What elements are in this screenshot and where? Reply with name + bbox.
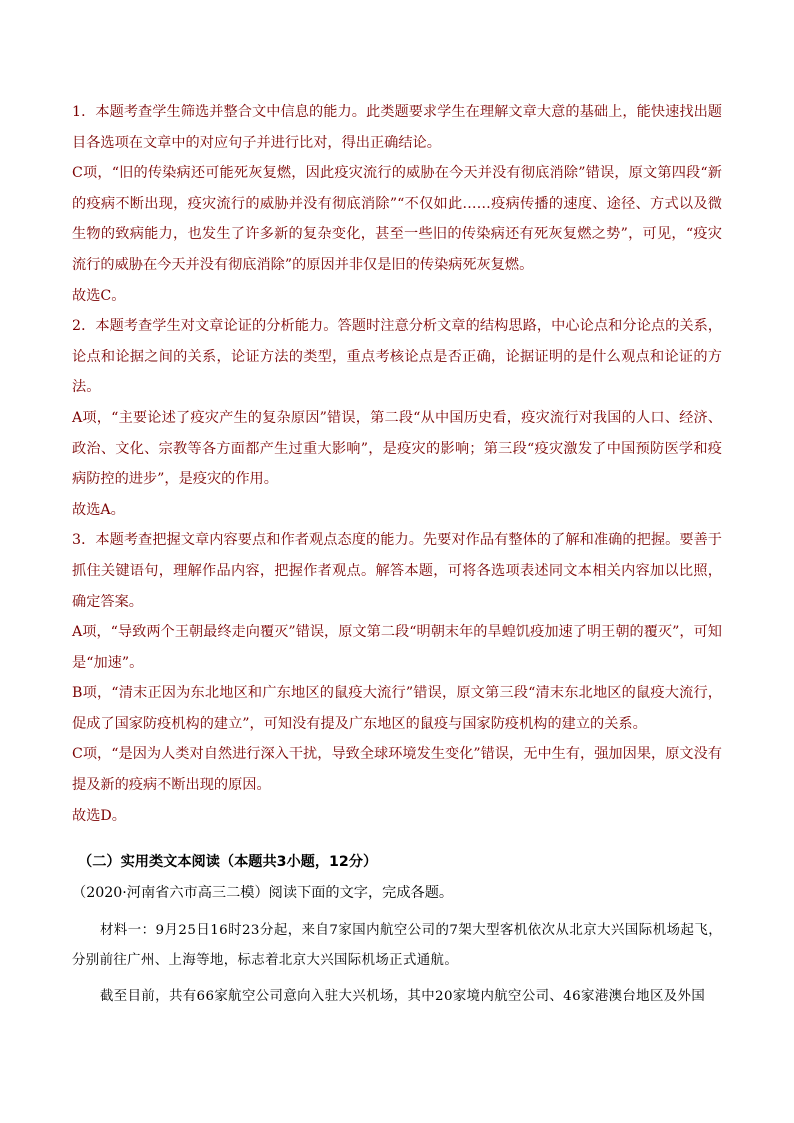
q3-intro: 3．本题考查把握文章内容要点和作者观点态度的能力。先要对作品有整体的了解和准确的把握。要善于抓住关键语句，理解作品内容，把握作者观点。解答本题，可将各选项表述同文本相关内容加以比照，确定答案。 — [72, 532, 722, 610]
q3-answer: 故选D。 — [72, 807, 126, 824]
q3-option-c: C项，“是因为人类对自然进行深入干扰，导致全球环境发生变化”错误，无中生有，强加因果，原文没有提及新的疫病不断出现的原因。 — [72, 746, 722, 794]
answer-analysis — [72, 97, 722, 831]
q2-intro: 2．本题考查学生对文章论证的分析能力。答题时注意分析文章的结构思路，中心论点和分论点的关系，论点和论据之间的关系，论证方法的类型，重点考核论点是否正确，论据证明的是什么观点和论证的方法。 — [72, 318, 722, 396]
q2-option-a: A项，“主要论述了疫灾产生的复杂原因”错误，第二段“从中国历史看，疫灾流行对我国的人口、经济、政治、文化、宗教等各方面都产生过重大影响”，是疫灾的影响；第三段“疫灾激发了中国预防医学和疫病防控的进步”，是疫灾的作用。 — [72, 409, 722, 488]
q3-option-b: B项，“清末正因为东北地区和广东地区的鼠疫大流行”错误，原文第三段“清末东北地区的鼠疫大流行，促成了国家防疫机构的建立”，可知没有提及广东地区的鼠疫与国家防疫机构的建立的关系。 — [72, 685, 722, 732]
section-heading: （二）实用类文本阅读（本题共3小题，12分） — [78, 854, 378, 870]
q3-option-a: A项，“导致两个王朝最终走向覆灭”错误，原文第二段“明朝末年的旱蝗饥疫加速了明王朝的覆灭”，可知是“加速”。 — [72, 624, 722, 671]
q1-option-c: C项，“旧的传染病还可能死灰复燃，因此疫灾流行的威胁在今天并没有彻底消除”错误，原文第四段“新的疫病不断出现，疫灾流行的威胁并没有彻底消除”“不仅如此……疫病传播的速度、途径、方式以及微生物的致病能力，也发生了许多新的复杂变化，甚至一些旧的传染病还有死灰复燃之势”，可见，“疫灾流行的威胁在今天并没有彻底消除”的原因并非仅是旧的传染病死灰复燃。 — [72, 165, 722, 273]
q1-answer: 故选C。 — [72, 287, 126, 304]
question-source: （2020·河南省六市高三二模）阅读下面的文字，完成各题。 — [72, 885, 454, 901]
material-paragraph-2: 截至目前，共有66家航空公司意向入驻大兴机场，其中20家境内航空公司、46家港澳台地区及外国 — [100, 989, 706, 1004]
q2-answer: 故选A。 — [72, 501, 125, 518]
practical-text-section — [72, 848, 722, 1018]
q1-intro: 1．本题考查学生筛选并整合文中信息的能力。此类题要求学生在理解文章大意的基础上，能快速找出题目各选项在文章中的对应句子并进行比对，得出正确结论。 — [72, 104, 722, 151]
material-paragraph-1: 材料一：9月25日16时23分起，来自7家国内航空公司的7架大型客机依次从北京大兴国际机场起飞，分别前往广州、上海等地，标志着北京大兴国际机场正式通航。 — [72, 923, 722, 968]
